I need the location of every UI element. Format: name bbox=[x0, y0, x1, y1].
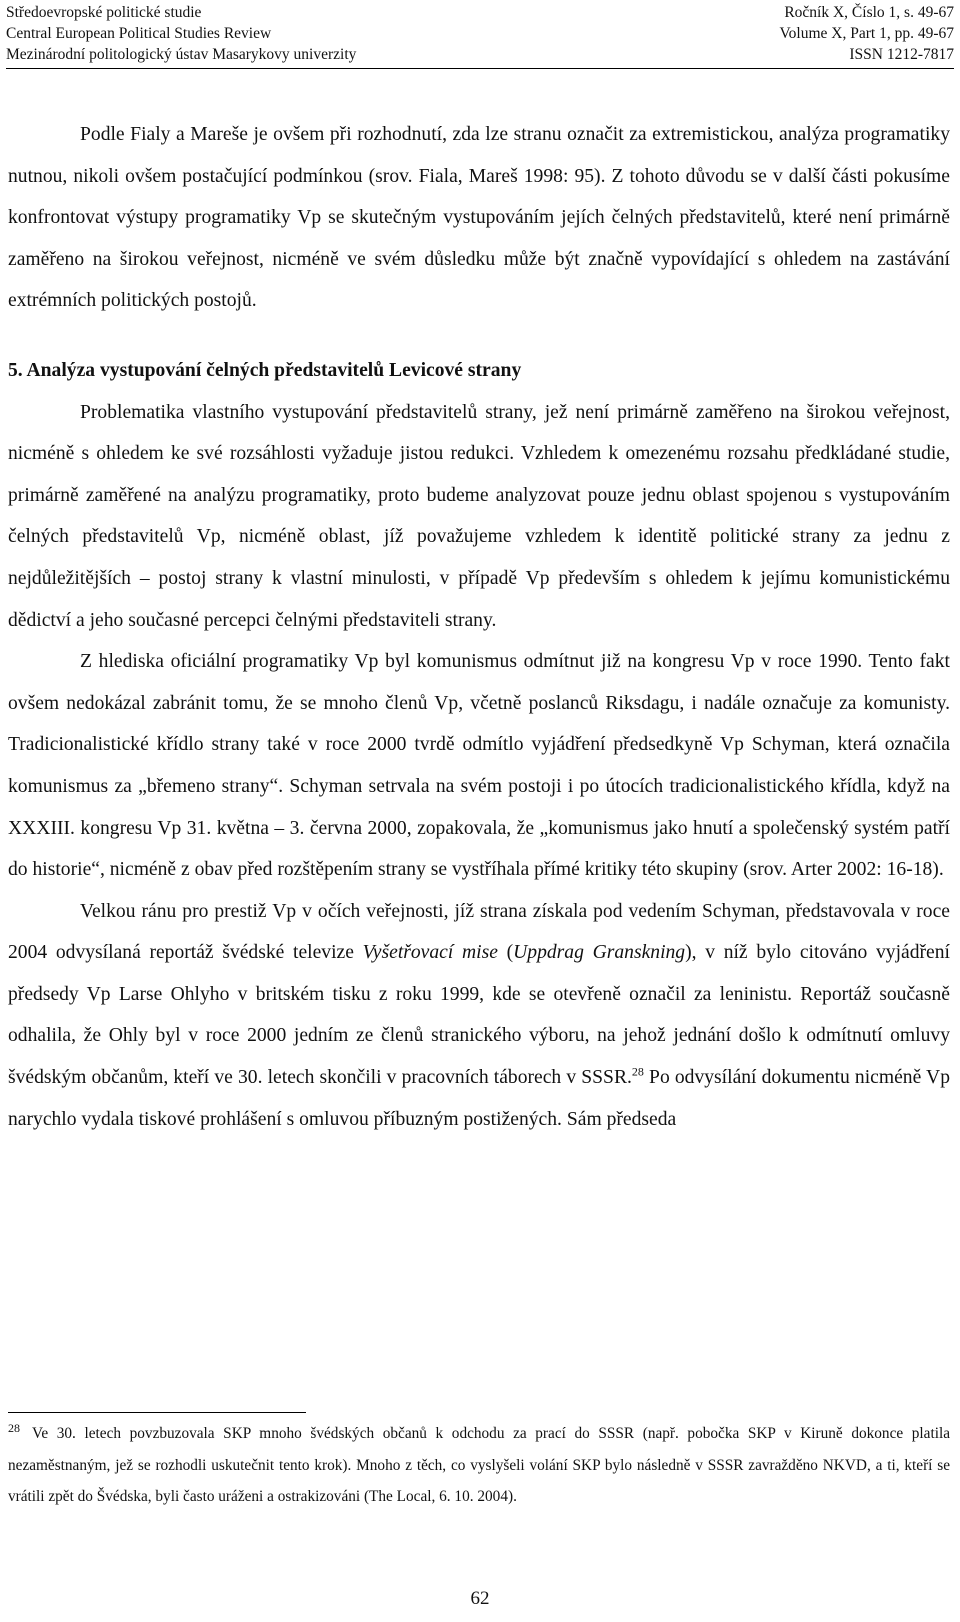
paragraph-4 bbox=[8, 891, 950, 1141]
journal-title-en: Central European Political Studies Review bbox=[6, 25, 272, 42]
p4-text-c: ), v níž bylo citováno vyjádření předsedy Vp Larse Ohlyho v britském tisku z roku 1999, kde se otevřeně označil za leninistu. Reportáž současně odhalila, že Ohly byl v roce 2000 jedním ze členů stranického výboru, na jehož jednání došlo k odmítnutí omluvy švédským občanům, kteří ve 30. letech skončili v pracovních táborech v SSSR. bbox=[8, 942, 950, 1089]
p4-text-a: Velkou ránu pro prestiž Vp v očích veřejnosti, jíž strana získala pod vedením Schyman, představovala v roce 2004 odvysílaná reportáž švédské televize bbox=[8, 900, 950, 964]
journal-title-cz: Středoevropské politické studie bbox=[6, 4, 202, 21]
article-body bbox=[8, 114, 950, 1140]
running-header bbox=[6, 2, 954, 65]
header-row-2 bbox=[6, 23, 954, 44]
paragraph-2: Problematika vlastního vystupování představitelů strany, jež není primárně zaměřeno na širokou veřejnost, nicméně s ohledem ke své rozsáhlosti vyžaduje jistou redukci. Vzhledem k omezenému rozsahu předkládané studie, primárně zaměřené na analýzu programatiky, proto budeme analyzovat pouze jednu oblast spojenou s vystupováním čelných představitelů Vp, nicméně oblast, jíž považujeme vzhledem k identitě politické strany za jednu z nejdůležitějších – postoj strany k vlastní minulosti, v případě Vp především s ohledem k jejímu komunistickému dědictví a jeho současné percepci čelnými představiteli strany. bbox=[8, 401, 950, 631]
paragraph-1: Podle Fialy a Mareše je ovšem při rozhodnutí, zda lze stranu označit za extremistickou, analýza programatiky nutnou, nikoli ovšem postačující podmínkou (srov. Fiala, Mareš 1998: 95). Z tohoto důvodu se v další části pokusíme konfrontovat výstupy programatiky Vp se skutečným vystupováním jejích čelných představitelů, které není primárně zaměřeno na širokou veřejnost, nicméně ve svém důsledku může být značně vypovídající s ohledem na zastávání extrémních politických postojů. bbox=[8, 124, 950, 312]
volume-issue-en: Volume X, Part 1, pp. 49-67 bbox=[779, 25, 954, 42]
footnote-28 bbox=[8, 1418, 950, 1513]
program-title-sv: Uppdrag Granskning bbox=[513, 942, 686, 964]
header-rule bbox=[6, 68, 954, 69]
footnote-text: Ve 30. letech povzbuzovala SKP mnoho švédských občanů k odchodu za prací do SSSR (např. pobočka SKP v Kiruně dokonce platila nezaměstnaným, jež se rozhodli uskutečnit tento krok). Mnoho z těch, co vyslyšeli volání SKP bylo následně v SSSR zavražděno NKVD, a ti, kteří se vrátili zpět do Švédska, byli často uráženi a ostrakizováni (The Local, 6. 10. 2004). bbox=[8, 1425, 950, 1505]
header-row-3 bbox=[6, 44, 954, 65]
paragraph-3: Z hlediska oficiální programatiky Vp byl komunismus odmítnut již na kongresu Vp v roce 1990. Tento fakt ovšem nedokázal zabránit tomu, že se mnoho členů Vp, včetně poslanců Riksdagu, i nadále označuje za komunisty. Tradicionalistické křídlo strany také v roce 2000 tvrdě odmítlo vyjádření předsedkyně Vp Schyman, která označila komunismus za „břemeno strany“. Schyman setrvala na svém postoji i po útocích tradicionalistického křídla, když na XXXIII. kongresu Vp 31. května – 3. června 2000, zopakovala, že „komunismus jako hnutí a společenský systém patří do historie“, nicméně z obav před rozštěpením strany se vystříhala přímé kritiky této skupiny (srov. Arter 2002: 16-18). bbox=[8, 651, 950, 881]
footnote-ref[interactable]: 28 bbox=[631, 1064, 644, 1079]
page-number: 62 bbox=[470, 1588, 490, 1609]
footnotes bbox=[8, 1418, 950, 1513]
footnote-number: 28 bbox=[8, 1420, 20, 1435]
issn: ISSN 1212-7817 bbox=[849, 46, 954, 63]
p4-text-d: Po odvysílání dokumentu nicméně Vp narychlo vydala tiskové prohlášení s omluvou příbuzným postižených. Sám předseda bbox=[8, 1067, 950, 1130]
program-title-cz: Vyšetřovací mise bbox=[362, 942, 498, 964]
publisher: Mezinárodní politologický ústav Masarykovy univerzity bbox=[6, 46, 357, 63]
header-row-1 bbox=[6, 2, 954, 23]
footnote-rule bbox=[8, 1412, 306, 1413]
section-heading: 5. Analýza vystupování čelných představitelů Levicové strany bbox=[8, 359, 522, 381]
p4-text-b: ( bbox=[497, 942, 514, 964]
volume-issue-cz: Ročník X, Číslo 1, s. 49-67 bbox=[784, 4, 954, 21]
